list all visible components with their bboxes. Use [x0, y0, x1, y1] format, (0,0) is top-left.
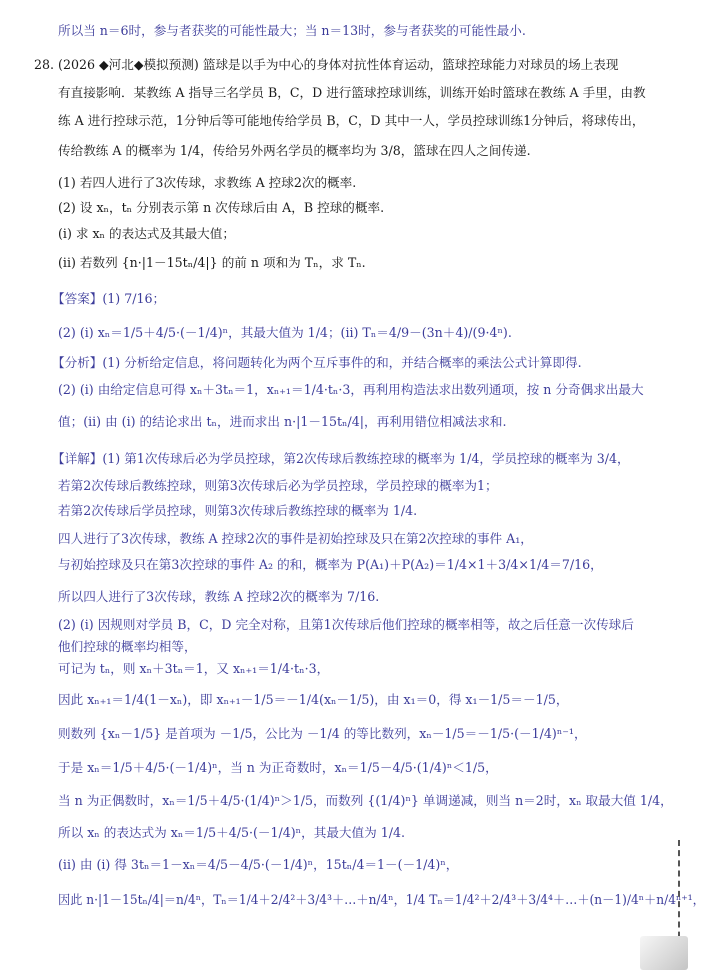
text-line: 若第2次传球后学员控球，则第3次传球后教练控球的概率为 1/4. [58, 503, 418, 518]
text-line: 【答案】(1) 7/16； [52, 291, 166, 306]
text-line: (2) (i) 因规则对学员 B，C，D 完全对称，且第1次传球后他们控球的概率相等，故之后任意一次传球后 [58, 617, 634, 632]
text-line: 值；(ii) 由 (i) 的结论求出 tₙ，进而求出 n·|1－15tₙ/4|，再利用错位相减法求和. [58, 414, 507, 429]
text-line: (1) 若四人进行了3次传球，求教练 A 控球2次的概率. [58, 175, 357, 190]
text-line: 则数列 {xₙ－1/5} 是首项为 －1/5，公比为 －1/4 的等比数列，xₙ－1/5＝－1/5·(－1/4)ⁿ⁻¹， [58, 726, 587, 741]
text-line: (ii) 由 (i) 得 3tₙ＝1－xₙ＝4/5－4/5·(－1/4)ⁿ，15tₙ/4＝1－(－1/4)ⁿ， [58, 857, 459, 872]
text-line: 所以四人进行了3次传球，教练 A 控球2次的概率为 7/16. [58, 589, 380, 604]
text-line: 四人进行了3次传球，教练 A 控球2次的事件是初始控球及只在第2次控球的事件 A₁， [58, 531, 533, 546]
text-line: 因此 n·|1－15tₙ/4|＝n/4ⁿ，Tₙ＝1/4＋2/4²＋3/4³＋…＋n/4ⁿ，1/4 Tₙ＝1/4²＋2/4³＋3/4⁴＋…＋(n－1)/4ⁿ＋n/4ⁿ⁺¹， [58, 892, 705, 907]
text-line: 所以 xₙ 的表达式为 xₙ＝1/5＋4/5·(－1/4)ⁿ，其最大值为 1/4. [58, 825, 405, 840]
page-curl-corner [640, 936, 688, 970]
text-line: 【分析】(1) 分析给定信息，将问题转化为两个互斥事件的和，并结合概率的乘法公式计算即得. [52, 355, 582, 370]
text-line: 【详解】(1) 第1次传球后必为学员控球，第2次传球后教练控球的概率为 1/4，学员控球的概率为 3/4， [52, 451, 630, 466]
text-line: 28. (2026 ◆河北◆模拟预测) 篮球是以手为中心的身体对抗性体育运动，篮球控球能力对球员的场上表现 [34, 57, 619, 72]
text-line: (2) (i) xₙ＝1/5＋4/5·(－1/4)ⁿ，其最大值为 1/4；(ii) Tₙ＝4/9－(3n＋4)/(9·4ⁿ). [58, 325, 512, 340]
text-line: (i) 求 xₙ 的表达式及其最大值； [58, 226, 235, 241]
text-line: 当 n 为正偶数时，xₙ＝1/5＋4/5·(1/4)ⁿ＞1/5，而数列 {(1/4)ⁿ} 单调递减，则当 n＝2时，xₙ 取最大值 1/4， [58, 793, 673, 808]
text-line: (ii) 若数列 {n·|1－15tₙ/4|} 的前 n 项和为 Tₙ，求 Tₙ. [58, 255, 366, 270]
text-line: (2) (i) 由给定信息可得 xₙ＋3tₙ＝1，xₙ₊₁＝1/4·tₙ·3，再利用构造法求出数列通项，按 n 分奇偶求出最大 [58, 382, 644, 397]
text-line: 与初始控球及只在第3次控球的事件 A₂ 的和，概率为 P(A₁)＋P(A₂)＝1/4×1＋3/4×1/4＝7/16， [58, 557, 603, 572]
text-line: (2) 设 xₙ，tₙ 分别表示第 n 次传球后由 A，B 控球的概率. [58, 200, 385, 215]
text-line: 所以当 n＝6时，参与者获奖的可能性最大；当 n＝13时，参与者获奖的可能性最小. [58, 23, 526, 38]
text-line: 传给教练 A 的概率为 1/4，传给另外两名学员的概率均为 3/8，篮球在四人之间传递. [58, 143, 531, 158]
text-line: 若第2次传球后教练控球，则第3次传球后必为学员控球，学员控球的概率为1； [58, 478, 498, 493]
text-line: 有直接影响．某教练 A 指导三名学员 B，C，D 进行篮球控球训练，训练开始时篮球在教练 A 手里，由教 [58, 85, 646, 100]
text-line: 于是 xₙ＝1/5＋4/5·(－1/4)ⁿ，当 n 为正奇数时，xₙ＝1/5－4/5·(1/4)ⁿ＜1/5， [58, 760, 498, 775]
text-line: 可记为 tₙ，则 xₙ＋3tₙ＝1，又 xₙ₊₁＝1/4·tₙ·3， [58, 661, 330, 676]
text-line: 因此 xₙ₊₁＝1/4(1－xₙ)，即 xₙ₊₁－1/5＝－1/4(xₙ－1/5)，由 x₁＝0，得 x₁－1/5＝－1/5， [58, 692, 569, 707]
text-line: 他们控球的概率均相等， [58, 639, 197, 654]
text-line: 练 A 进行控球示范，1分钟后等可能地传给学员 B，C，D 其中一人，学员控球训练1分钟后，将球传出， [58, 113, 645, 128]
